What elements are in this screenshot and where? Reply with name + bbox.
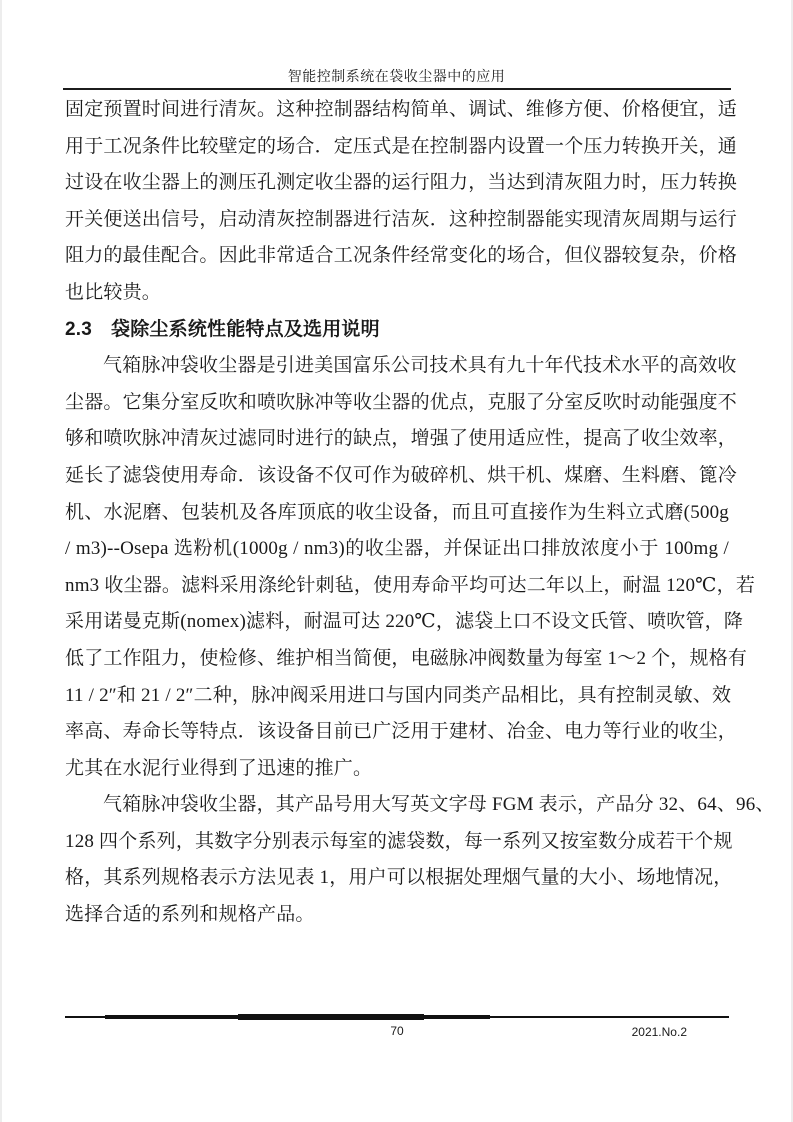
- text-line: 延长了滤袋使用寿命．该设备不仅可作为破碎机、烘干机、煤磨、生料磨、篦冷: [65, 464, 738, 486]
- text-line: 够和喷吹脉冲清灰过滤同时进行的缺点，增强了使用适应性，提高了收尘效率，: [65, 428, 738, 450]
- page-number: 70: [390, 1024, 404, 1038]
- text-line: 用于工况条件比较壁定的场合．定压式是在控制器内设置一个压力转换开关，通: [65, 135, 738, 157]
- text-line: nm3 收尘器。滤料采用涤纶针刺毡，使用寿命平均可达二年以上，耐温 120℃，若: [65, 574, 756, 596]
- text-line: 气箱脉冲袋收尘器，其产品号用大写英文字母 FGM 表示，产品分 32、64、96、: [103, 794, 775, 816]
- text-line: 气箱脉冲袋收尘器是引进美国富乐公司技术具有九十年代技术水平的高效收: [103, 355, 737, 377]
- text-line: 尤其在水泥行业得到了迅速的推广。: [65, 757, 373, 779]
- footer-rule: [65, 1014, 729, 1021]
- text-line: 阻力的最佳配合。因此非常适合工况条件经常变化的场合，但仪器较复杂，价格: [65, 245, 738, 267]
- text-line: 过设在收尘器上的测压孔测定收尘器的运行阻力，当达到清灰阻力时，压力转换: [65, 172, 738, 194]
- section-number: 2.3: [65, 318, 93, 340]
- text-line: 格，其系列规格表示方法见表 1，用户可以根据处理烟气量的大小、场地情况，: [65, 867, 733, 889]
- text-line: 固定预置时间进行清灰。这种控制器结构简单、调试、维修方便、价格便宜，适: [65, 99, 738, 120]
- issue-label: 2021.No.2: [631, 1025, 687, 1039]
- text-line: / m3)--Osepa 选粉机(1000g / nm3)的收尘器，并保证出口排放浓度小于 100mg /: [65, 538, 729, 560]
- text-line: 尘器。它集分室反吹和喷吹脉冲等收尘器的优点，克服了分室反吹时动能强度不: [65, 391, 738, 413]
- text-line: 开关便送出信号，启动清灰控制器进行洁灰．这种控制器能实现清灰周期与运行: [65, 208, 738, 230]
- page-body: [65, 92, 775, 934]
- text-line: 11 / 2″和 21 / 2″二种，脉冲阀采用进口与国内同类产品相比，具有控制灵敏、效: [65, 684, 732, 706]
- text-line: 率高、寿命长等特点．该设备目前已广泛用于建材、冶金、电力等行业的收尘，: [65, 721, 738, 743]
- header-rule: [63, 88, 731, 90]
- text-line: 低了工作阻力，使检修、维护相当简便，电磁脉冲阀数量为每室 1～2 个，规格有: [65, 647, 748, 669]
- scan-edge-left: [0, 0, 2, 1122]
- section-heading: [65, 312, 729, 349]
- footer-meta: [65, 1024, 729, 1042]
- text-line: 采用诺曼克斯(nomex)滤料，耐温可达 220℃，滤袋上口不设文氏管、喷吹管，降: [65, 611, 744, 633]
- page-footer: [65, 1014, 729, 1042]
- footer-rule-segment: [238, 1014, 424, 1020]
- section-title: 袋除尘系统性能特点及选用说明: [111, 318, 380, 340]
- text-line: 选择合适的系列和规格产品。: [65, 904, 315, 926]
- text-line: 也比较贵。: [65, 281, 162, 303]
- text-line: 128 四个系列，其数字分别表示每室的滤袋数，每一系列又按室数分成若干个规: [65, 830, 733, 852]
- text-line: 机、水泥磨、包装机及各库顶底的收尘设备，而且可直接作为生料立式磨(500g: [65, 501, 729, 523]
- running-title: 智能控制系统在袋收尘器中的应用: [287, 70, 506, 85]
